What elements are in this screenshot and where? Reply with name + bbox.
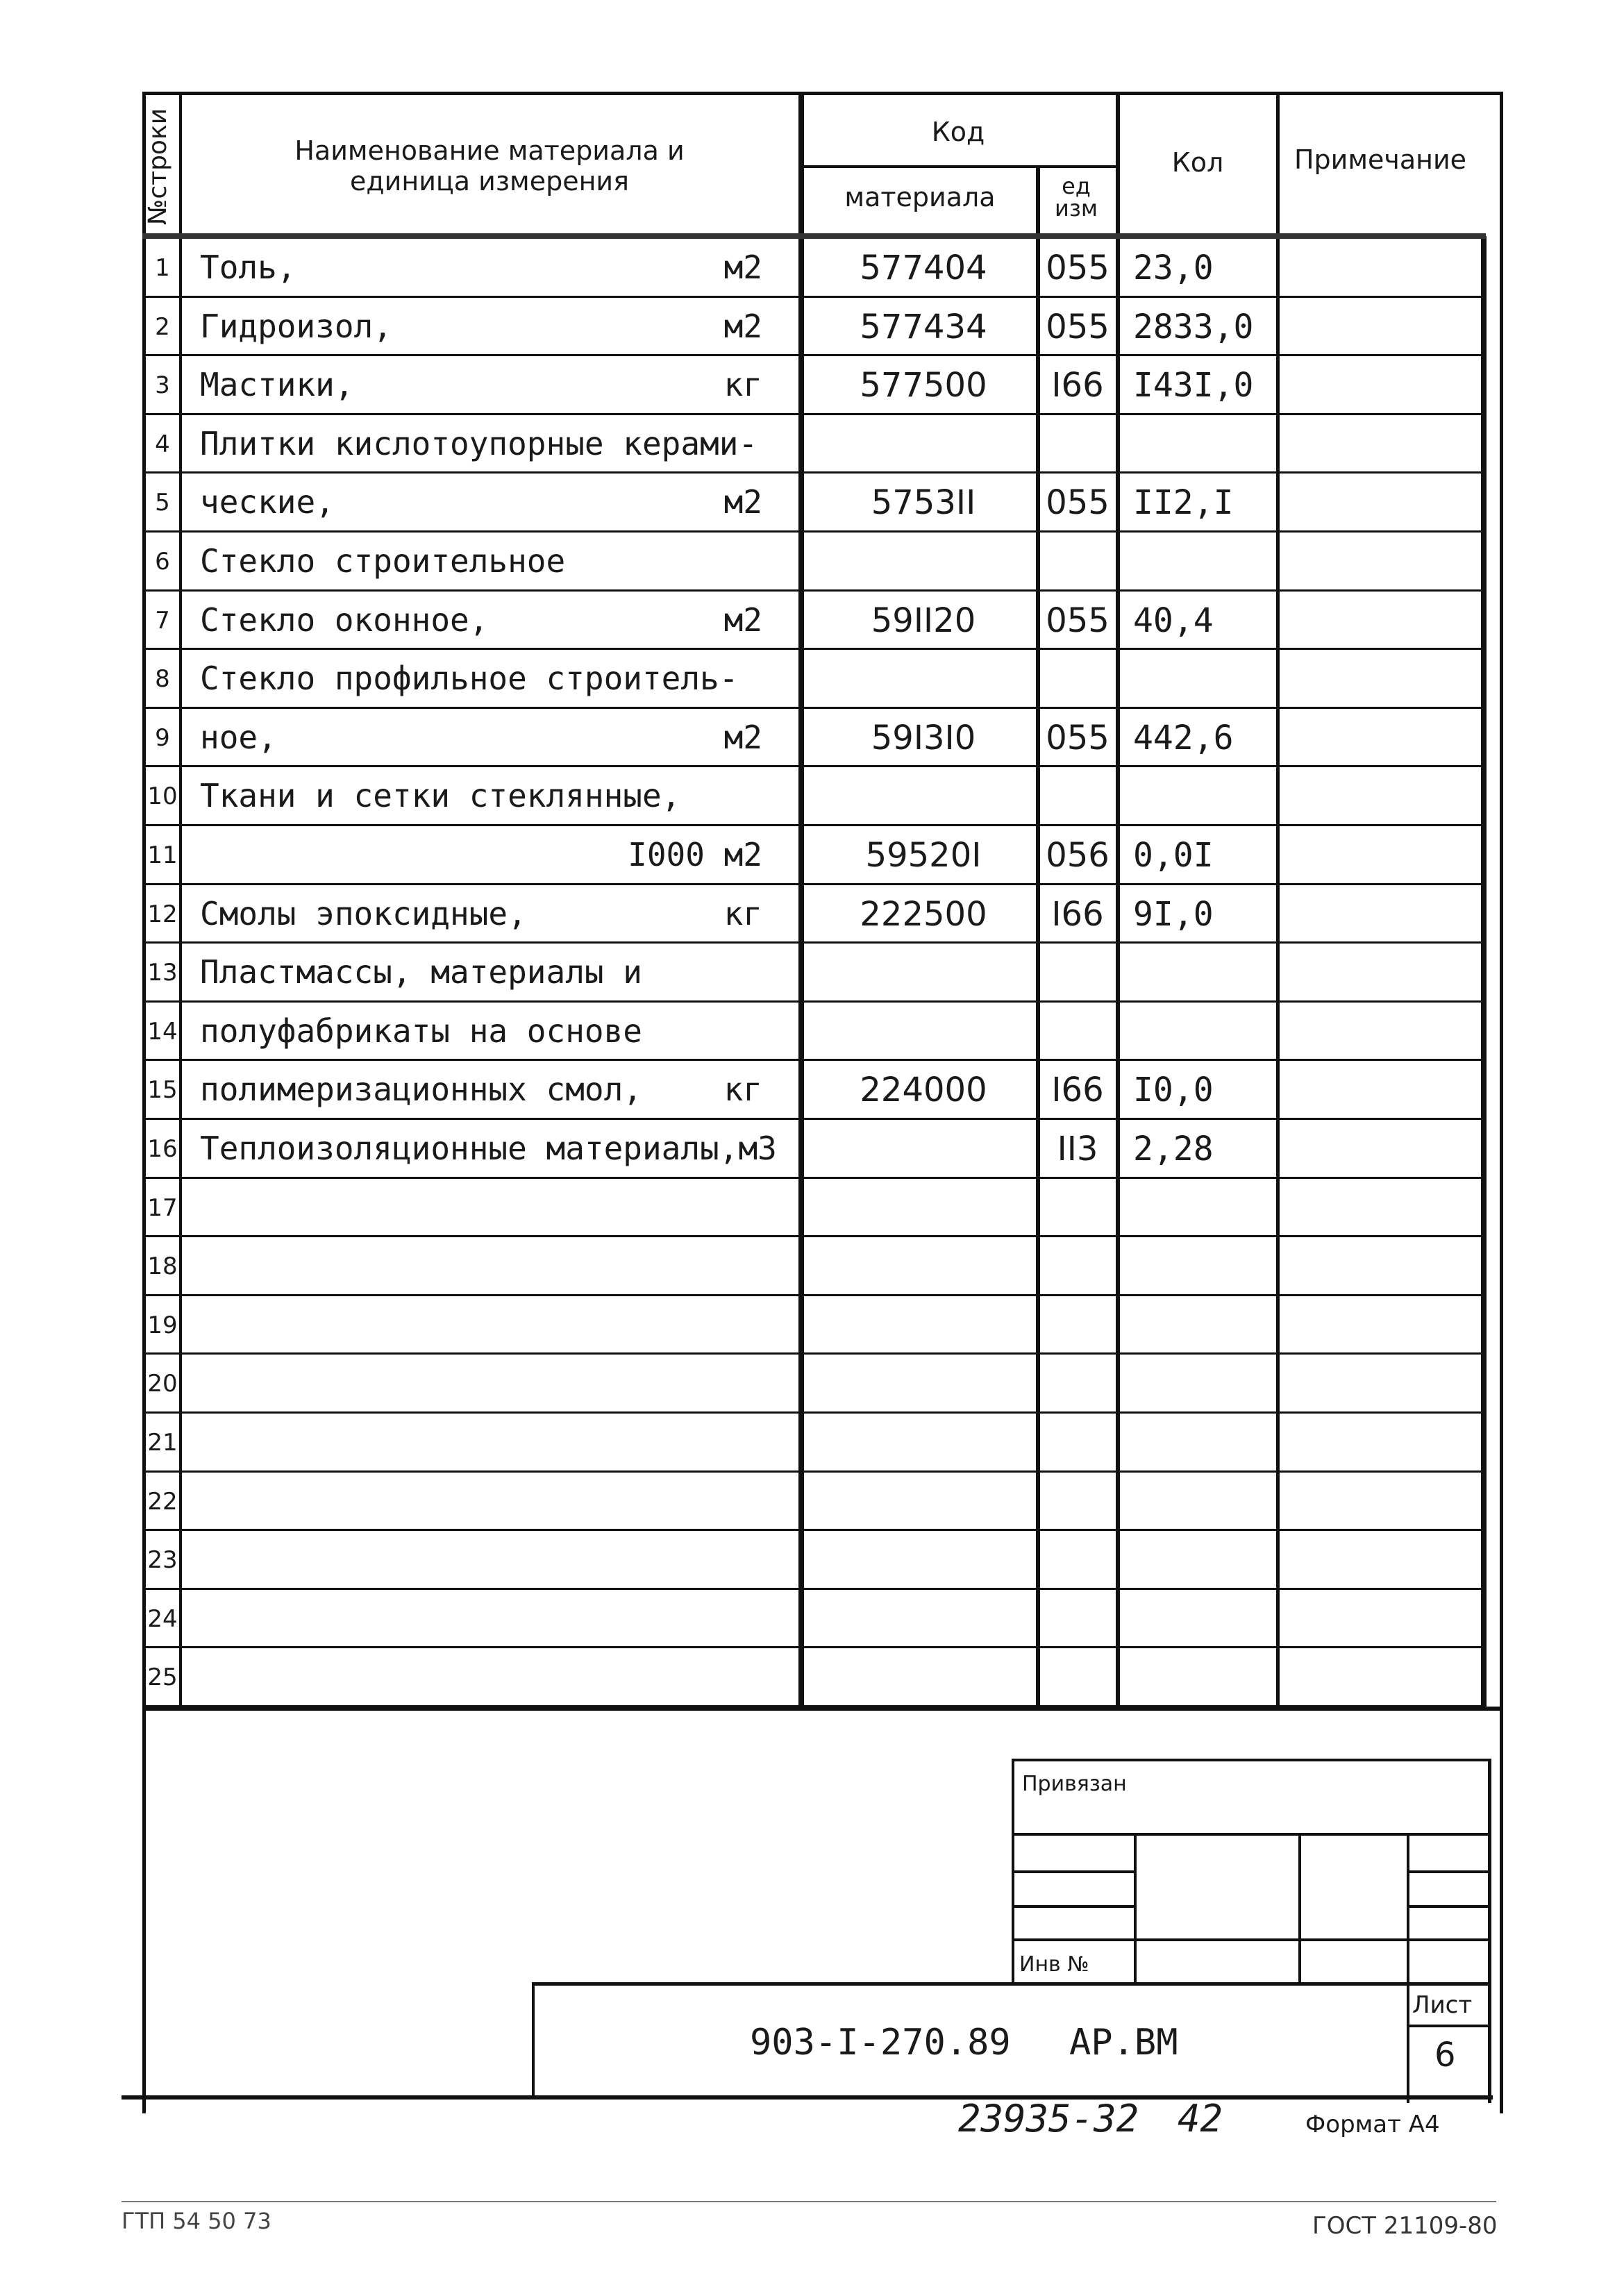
row-separator <box>142 765 1486 767</box>
document-mark: АР.ВМ <box>1069 2022 1178 2063</box>
unit-code: 055 <box>1046 249 1110 287</box>
material-name: Смолы эпоксидные, <box>200 894 527 932</box>
unit-code: I66 <box>1051 894 1104 934</box>
row-number: 23 <box>147 1546 178 1575</box>
note-header: Примечание <box>1294 144 1467 175</box>
quantity: 442,6 <box>1133 718 1234 757</box>
row-separator <box>142 1588 1486 1590</box>
sheet-number: 6 <box>1434 2036 1456 2075</box>
row-number: 8 <box>155 665 170 694</box>
row-number: 5 <box>155 489 170 517</box>
material-code: 577500 <box>860 366 987 405</box>
row-number: 20 <box>147 1370 178 1398</box>
row-number: 15 <box>147 1076 178 1105</box>
footer-rule <box>122 2201 1496 2202</box>
quantity: I0,0 <box>1133 1071 1214 1110</box>
unit-code: I66 <box>1051 366 1104 405</box>
row-separator <box>142 707 1486 709</box>
material-name: Пластмассы, материалы и <box>200 953 642 991</box>
row-separator <box>142 648 1486 650</box>
row-separator <box>142 1000 1486 1003</box>
page-bottom-line <box>122 2095 1493 2100</box>
sheet-label: Лист <box>1412 1991 1473 2019</box>
row-separator <box>142 413 1486 415</box>
inv-label: Инв № <box>1019 1952 1089 1977</box>
material-unit: м2 <box>723 718 762 756</box>
row-separator <box>142 1470 1486 1473</box>
stamp-line <box>1012 1905 1137 1908</box>
row-separator <box>142 354 1486 356</box>
material-unit: м2 <box>723 249 762 286</box>
quantity: I43I,0 <box>1133 366 1254 405</box>
row-number: 10 <box>147 782 178 811</box>
material-code-header: материала <box>844 182 996 212</box>
material-code: 59520I <box>865 836 982 875</box>
row-separator <box>142 471 1486 474</box>
row-number: 18 <box>147 1252 178 1281</box>
quantity: 0,0I <box>1133 836 1214 875</box>
stamp-line <box>1409 1905 1489 1908</box>
row-number: 22 <box>147 1487 178 1516</box>
material-unit: м2 <box>723 307 762 345</box>
material-name: ное, <box>200 718 277 756</box>
stamp-line <box>1012 1833 1491 1836</box>
col-divider <box>1276 92 1280 1709</box>
material-name: Гидроизол, <box>200 307 392 345</box>
row-separator <box>142 530 1486 533</box>
material-unit: кг <box>723 366 762 404</box>
material-unit: I000 м2 <box>628 836 762 873</box>
material-name: Ткани и сетки стеклянные, <box>200 777 681 815</box>
row-number-header: №строки <box>144 108 172 226</box>
material-code: 222500 <box>860 894 987 934</box>
row-number: 17 <box>147 1193 178 1222</box>
material-code: 59II20 <box>871 601 976 640</box>
row-separator <box>142 1235 1486 1237</box>
unit-code: 055 <box>1046 718 1110 757</box>
row-number: 21 <box>147 1429 178 1457</box>
document-code: 903-I-270.89 <box>750 2022 1011 2063</box>
material-name: Теплоизоляционные материалы,м3 <box>200 1130 777 1167</box>
printer-mark: ГТП 54 50 73 <box>122 2208 271 2234</box>
row-number: 25 <box>147 1664 178 1692</box>
title-block-left <box>532 1982 535 2099</box>
row-separator <box>142 589 1486 592</box>
unit-code-header: ед изм <box>1055 173 1098 221</box>
col-divider <box>1481 236 1487 1709</box>
material-name: ческие, <box>200 483 335 521</box>
unit-code: 056 <box>1046 836 1110 875</box>
handwritten-page: 42 <box>1178 2097 1223 2140</box>
row-number: 7 <box>155 606 170 635</box>
unit-code: 055 <box>1046 483 1110 523</box>
row-number: 4 <box>155 430 170 458</box>
stamp-divider <box>1134 1833 1137 1984</box>
row-number: 3 <box>155 371 170 400</box>
row-separator <box>142 824 1486 826</box>
row-separator <box>142 1294 1486 1296</box>
row-number: 24 <box>147 1604 178 1633</box>
header-split-line <box>798 165 1118 168</box>
row-separator <box>142 296 1486 298</box>
row-separator <box>142 1059 1486 1061</box>
row-separator <box>142 1705 1486 1707</box>
col-divider <box>798 92 804 1709</box>
material-unit: кг <box>723 1071 762 1109</box>
stamp-line <box>1012 1938 1491 1941</box>
row-separator <box>142 1118 1486 1120</box>
col-divider <box>1036 167 1040 1709</box>
row-separator <box>142 1177 1486 1179</box>
unit-code: 055 <box>1046 601 1110 640</box>
quantity: 2,28 <box>1133 1130 1214 1168</box>
row-number: 1 <box>155 254 170 282</box>
stamp-divider <box>1298 1833 1301 1984</box>
material-name: Плитки кислотоупорные керами- <box>200 424 758 462</box>
material-name: полуфабрикаты на основе <box>200 1012 642 1050</box>
material-code: 59I3I0 <box>871 718 976 757</box>
stamp-top-line <box>1012 1759 1491 1761</box>
code-header: Код <box>931 117 985 147</box>
material-name: Стекло профильное строитель- <box>200 660 739 698</box>
stamp-line <box>1409 1870 1489 1873</box>
quantity: 23,0 <box>1133 249 1214 287</box>
material-unit: кг <box>723 894 762 932</box>
material-name: Стекло строительное <box>200 542 566 580</box>
quantity: 40,4 <box>1133 601 1214 640</box>
material-name: полимеризационных смол, <box>200 1071 642 1109</box>
col-divider <box>1116 92 1120 1709</box>
stamp-divider <box>1488 1759 1491 2103</box>
quantity: 2833,0 <box>1133 307 1254 346</box>
material-unit: м2 <box>723 483 762 521</box>
unit-code: II3 <box>1057 1130 1098 1168</box>
bound-label: Привязан <box>1022 1772 1127 1796</box>
row-number: 12 <box>147 900 178 928</box>
material-unit: м2 <box>723 601 762 639</box>
stamp-divider <box>1407 1833 1409 2103</box>
format-label: Формат А4 <box>1305 2111 1440 2138</box>
material-code: 577434 <box>860 307 987 346</box>
qty-header: Кол <box>1171 147 1224 178</box>
quantity: 9I,0 <box>1133 894 1214 934</box>
unit-code: 055 <box>1046 307 1110 346</box>
material-code: 577404 <box>860 249 987 287</box>
sheet-label-line <box>1407 2025 1490 2027</box>
handwritten-number: 23935-32 <box>958 2097 1139 2140</box>
row-number: 13 <box>147 959 178 987</box>
name-header: Наименование материала и единица измерения <box>294 135 685 196</box>
row-separator <box>142 941 1486 944</box>
row-separator <box>142 1529 1486 1531</box>
row-number: 16 <box>147 1135 178 1163</box>
quantity: II2,I <box>1133 483 1234 523</box>
header-bottom-line <box>142 233 1486 239</box>
unit-code: I66 <box>1051 1071 1104 1110</box>
material-name: Стекло оконное, <box>200 601 489 639</box>
row-separator <box>142 1352 1486 1355</box>
material-code: 224000 <box>860 1071 987 1110</box>
row-number: 6 <box>155 548 170 576</box>
row-number: 11 <box>147 841 178 869</box>
row-separator <box>142 1646 1486 1648</box>
row-number: 14 <box>147 1017 178 1046</box>
title-block-top <box>532 1982 1490 1986</box>
row-number: 9 <box>155 723 170 752</box>
stamp-line <box>1012 1870 1137 1873</box>
material-name: Толь, <box>200 249 296 286</box>
row-number: 19 <box>147 1311 178 1339</box>
material-name: Мастики, <box>200 366 354 404</box>
gost-label: ГОСТ 21109-80 <box>1312 2212 1498 2240</box>
material-code: 5753II <box>871 483 976 523</box>
row-number: 2 <box>155 312 170 341</box>
row-separator <box>142 1411 1486 1414</box>
row-separator <box>142 883 1486 885</box>
